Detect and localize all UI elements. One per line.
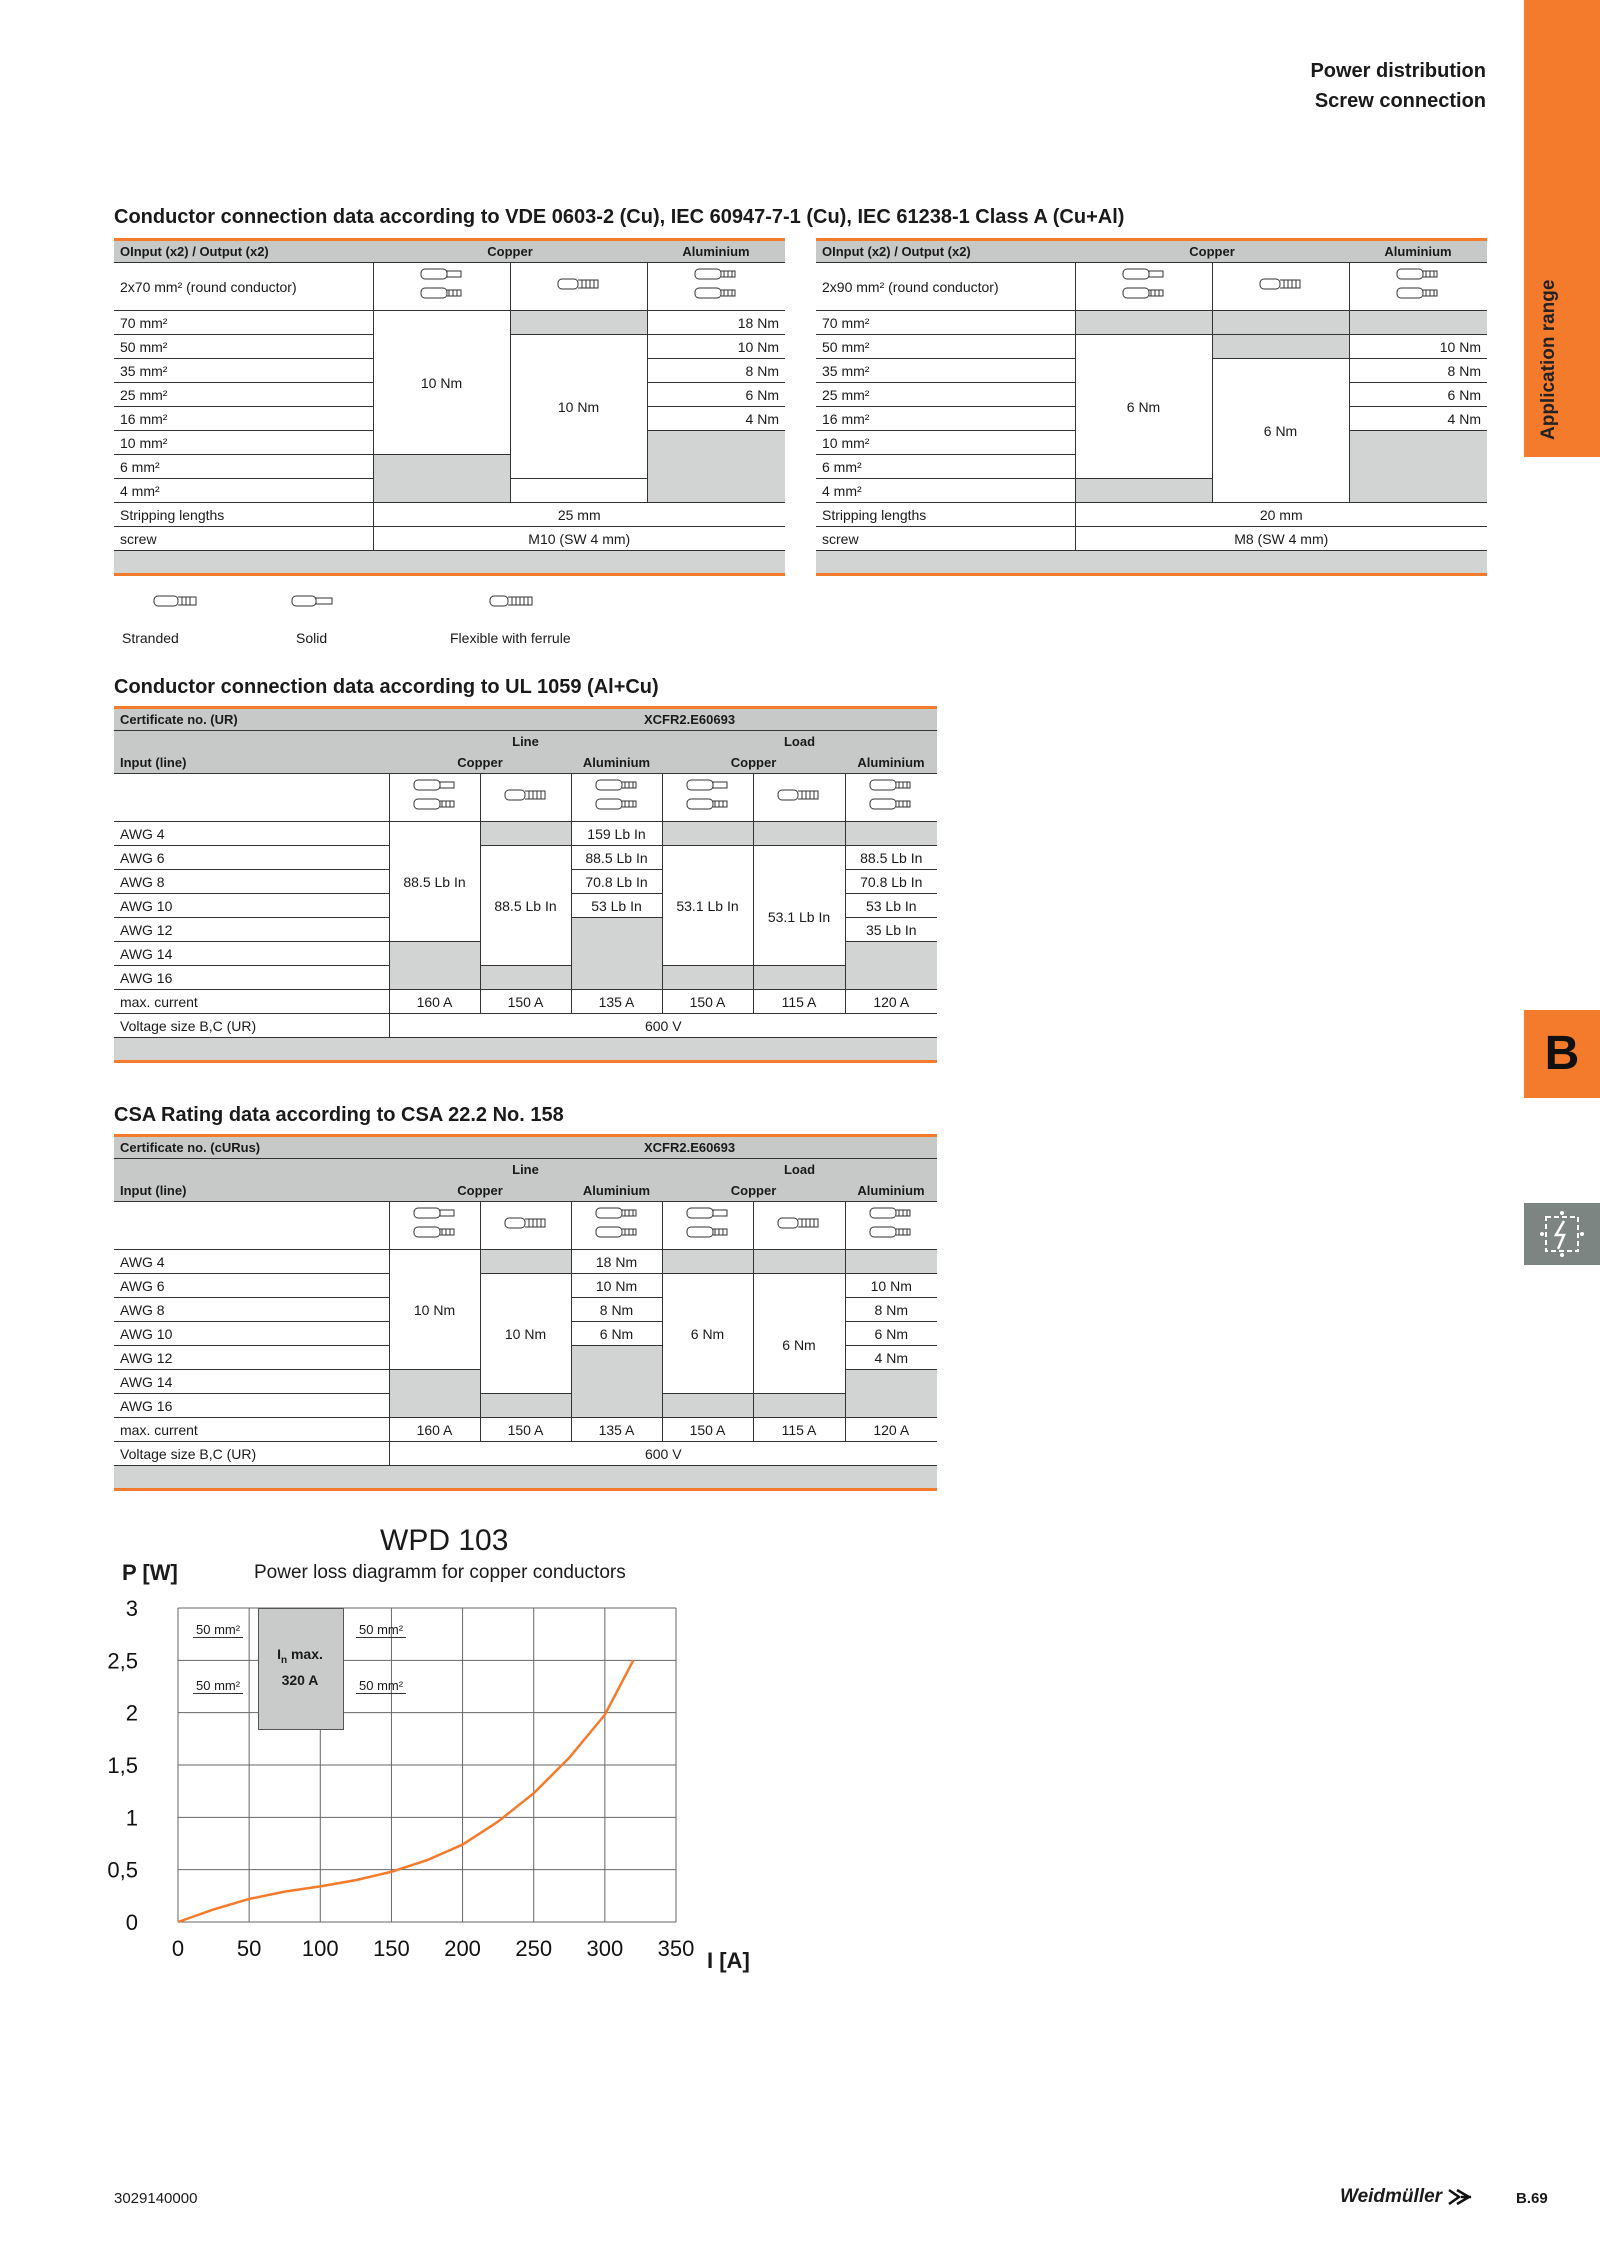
al-torque: 10 Nm	[647, 335, 785, 359]
load-copper-torque: 6 Nm	[662, 1274, 753, 1394]
line-al-torque: 8 Nm	[571, 1298, 662, 1322]
row-label: 6 mm²	[114, 455, 373, 479]
stripping-length: 20 mm	[1075, 503, 1487, 527]
stripping-label: Stripping lengths	[816, 503, 1075, 527]
current-value: 150 A	[480, 1418, 571, 1442]
ferrule-torque: 10 Nm	[510, 335, 647, 479]
load-al-torque: 70.8 Lb In	[845, 870, 937, 894]
row-label: 50 mm²	[816, 335, 1075, 359]
row-label: 4 mm²	[816, 479, 1075, 503]
inset-label: 50 mm²	[356, 1678, 406, 1694]
y-tick-label: 2	[125, 1700, 138, 1726]
empty-cell	[480, 966, 571, 990]
al-torque: 6 Nm	[647, 383, 785, 407]
empty-cell	[373, 455, 510, 503]
copper-label: Copper	[389, 752, 571, 774]
y-tick-label: 1,5	[107, 1753, 138, 1778]
row-label: AWG 16	[114, 1394, 389, 1418]
th-copper: Copper	[373, 240, 647, 263]
table-footer	[114, 1038, 937, 1062]
aluminium-icons	[1349, 263, 1487, 311]
conductor-icon	[412, 777, 458, 815]
empty-cell	[480, 822, 571, 846]
stranded-solid-icons	[373, 263, 510, 311]
conductor-icon-cell	[845, 1202, 937, 1250]
voltage-value: 600 V	[389, 1442, 937, 1466]
al-torque: 4 Nm	[647, 407, 785, 431]
load-al-torque: 8 Nm	[845, 1298, 937, 1322]
th-aluminium: Aluminium	[647, 240, 785, 263]
aluminium-label: Aluminium	[571, 1180, 662, 1202]
row-label: 70 mm²	[114, 311, 373, 335]
screw-label: screw	[114, 527, 373, 551]
al-torque: 10 Nm	[1349, 335, 1487, 359]
line-al-torque: 6 Nm	[571, 1322, 662, 1346]
application-range-label: Application range	[1538, 279, 1559, 440]
page-number: B.69	[1516, 2190, 1548, 2207]
load-label: Load	[662, 1159, 937, 1181]
current-value: 115 A	[753, 1418, 845, 1442]
ferrule-icon-cell	[510, 263, 647, 311]
empty-cell	[1075, 311, 1212, 335]
vde-title: Conductor connection data according to VDE 0603-2 (Cu), IEC 60947-7-1 (Cu), IEC 61238-1 Class A (Cu+Al)	[114, 206, 1125, 228]
ferrule-icon	[1258, 275, 1304, 295]
chart-xlabel: I [A]	[707, 1948, 750, 1973]
empty-cell	[114, 1159, 389, 1181]
current-label: max. current	[114, 990, 389, 1014]
load-copper-torque: 53.1 Lb In	[662, 846, 753, 966]
row-label: 10 mm²	[114, 431, 373, 455]
y-tick-label: 0,5	[107, 1857, 138, 1883]
stranded-icon	[152, 592, 200, 612]
conductor-icon	[412, 1205, 458, 1243]
power-distribution-icon	[1524, 1203, 1600, 1265]
load-al-torque: 4 Nm	[845, 1346, 937, 1370]
current-value: 150 A	[662, 1418, 753, 1442]
empty-cell	[510, 479, 647, 503]
row-label: AWG 10	[114, 894, 389, 918]
line-label: Line	[389, 1159, 662, 1181]
conductor-icon-cell	[662, 1202, 753, 1250]
current-value: 115 A	[753, 990, 845, 1014]
ferrule-icon	[556, 275, 602, 295]
chart-ylabel: P [W]	[122, 1560, 178, 1585]
cert-value: XCFR2.E60693	[644, 712, 736, 727]
empty-cell	[647, 431, 785, 503]
row-label: AWG 8	[114, 1298, 389, 1322]
conductor-icon	[868, 1205, 914, 1243]
row-label: 6 mm²	[816, 455, 1075, 479]
article-number: 3029140000	[114, 2190, 198, 2207]
ferrule-icon	[488, 592, 536, 612]
th-copper: Copper	[1075, 240, 1349, 263]
row-label: 16 mm²	[816, 407, 1075, 431]
row-label: 50 mm²	[114, 335, 373, 359]
empty-cell	[571, 918, 662, 990]
empty-cell	[1075, 479, 1212, 503]
x-tick-label: 150	[373, 1936, 410, 1961]
application-range-tab	[1524, 0, 1600, 457]
empty-cell	[389, 942, 480, 990]
row-label: AWG 10	[114, 1322, 389, 1346]
x-tick-label: 300	[586, 1936, 624, 1961]
copper-torque: 10 Nm	[373, 311, 510, 455]
empty-cell	[845, 822, 937, 846]
th-aluminium: Aluminium	[1349, 240, 1487, 263]
load-ferrule-torque: 53.1 Lb In	[753, 870, 845, 966]
brand-name: Weidmüller	[1340, 2186, 1443, 2207]
current-value: 160 A	[389, 990, 480, 1014]
x-tick-label: 0	[171, 1936, 185, 1961]
row-label: 70 mm²	[816, 311, 1075, 335]
screw-label: screw	[816, 527, 1075, 551]
section-letter: B	[1544, 1027, 1580, 1080]
x-tick-label: 50	[236, 1936, 262, 1961]
conductor-icon	[594, 777, 640, 815]
inset-i: I	[277, 1646, 281, 1662]
conductor-icon	[685, 1205, 731, 1243]
th-io: OInput (x2) / Output (x2)	[816, 240, 1075, 263]
cert-label: Certificate no. (UR)	[114, 708, 389, 731]
al-torque: 18 Nm	[647, 311, 785, 335]
chart-subtitle: Power loss diagramm for copper conductors	[254, 1562, 626, 1583]
row-label: AWG 16	[114, 966, 389, 990]
al-torque: 6 Nm	[1349, 383, 1487, 407]
inset-sub: n	[280, 1654, 288, 1666]
empty-cell	[845, 1370, 937, 1418]
stripping-label: Stripping lengths	[114, 503, 373, 527]
x-tick-label: 350	[657, 1936, 695, 1961]
empty-cell	[1212, 335, 1349, 359]
voltage-label: Voltage size B,C (UR)	[114, 1014, 389, 1038]
empty-cell	[571, 1346, 662, 1418]
load-label: Load	[662, 731, 937, 753]
current-value: 135 A	[571, 990, 662, 1014]
table-footer	[114, 551, 785, 575]
vde-right-table	[816, 238, 1487, 576]
line-al-torque: 18 Nm	[571, 1250, 662, 1274]
row-label: AWG 6	[114, 846, 389, 870]
x-tick-label: 100	[301, 1936, 339, 1961]
conductor-icon	[594, 1205, 640, 1243]
inset-label: 50 mm²	[193, 1678, 243, 1694]
empty-cell	[662, 966, 753, 990]
row-label: 25 mm²	[114, 383, 373, 407]
aluminium-label: Aluminium	[845, 1180, 937, 1202]
row-label: 35 mm²	[816, 359, 1075, 383]
line-al-torque: 88.5 Lb In	[571, 846, 662, 870]
load-al-torque: 53 Lb In	[845, 894, 937, 918]
inset-value: 320 A	[281, 1671, 319, 1688]
empty-cell	[114, 1202, 389, 1250]
cert-number	[389, 1136, 937, 1159]
inset-label: 50 mm²	[193, 1622, 243, 1638]
aluminium-label: Aluminium	[571, 752, 662, 774]
brand-logo	[1340, 2186, 1473, 2208]
conductor-icon-cell	[662, 774, 753, 822]
load-al-torque: 88.5 Lb In	[845, 846, 937, 870]
current-label: max. current	[114, 1418, 389, 1442]
current-value: 160 A	[389, 1418, 480, 1442]
stranded-solid-icons	[1075, 263, 1212, 311]
legend-ferrule: Flexible with ferrule	[450, 630, 571, 646]
current-value: 120 A	[845, 1418, 937, 1442]
empty-cell	[480, 1250, 571, 1274]
empty-cell	[1349, 311, 1487, 335]
copper-torque: 6 Nm	[1075, 335, 1212, 479]
load-ferrule-torque: 6 Nm	[753, 1298, 845, 1394]
line-ferrule-torque: 10 Nm	[480, 1274, 571, 1394]
ferrule-icon-cell	[753, 774, 845, 822]
row-label: 10 mm²	[816, 431, 1075, 455]
legend-solid: Solid	[296, 630, 328, 646]
conductor-icon	[419, 266, 465, 304]
table-footer	[114, 1466, 937, 1490]
inset-max: max.	[287, 1646, 323, 1662]
page-header	[1310, 56, 1486, 116]
voltage-value: 600 V	[389, 1014, 937, 1038]
al-torque: 8 Nm	[1349, 359, 1487, 383]
row-label: 4 mm²	[114, 479, 373, 503]
y-tick-label: 2,5	[107, 1648, 138, 1674]
empty-cell	[114, 731, 389, 753]
empty-cell	[389, 1370, 480, 1418]
row-label: 25 mm²	[816, 383, 1075, 407]
conductor-icon	[685, 777, 731, 815]
copper-label: Copper	[662, 1180, 845, 1202]
ferrule-icon-cell	[1212, 263, 1349, 311]
conductor-icon	[1395, 266, 1441, 304]
inset-label: 50 mm²	[356, 1622, 406, 1638]
screw-value: M10 (SW 4 mm)	[373, 527, 785, 551]
empty-cell	[480, 1394, 571, 1418]
empty-cell	[753, 966, 845, 990]
conductor-icon-cell	[389, 774, 480, 822]
header-line2: Screw connection	[1314, 90, 1486, 112]
csa-table	[114, 1134, 937, 1491]
ferrule-icon-cell	[753, 1202, 845, 1250]
empty-cell	[845, 1250, 937, 1274]
empty-cell	[662, 822, 753, 846]
voltage-label: Voltage size B,C (UR)	[114, 1442, 389, 1466]
empty-cell	[510, 311, 647, 335]
current-value: 120 A	[845, 990, 937, 1014]
line-al-torque: 53 Lb In	[571, 894, 662, 918]
empty-cell	[662, 1250, 753, 1274]
x-tick-label: 200	[444, 1936, 481, 1961]
ul-title: Conductor connection data according to UL 1059 (Al+Cu)	[114, 676, 659, 698]
input-label: Input (line)	[114, 752, 389, 774]
empty-cell	[753, 1394, 845, 1418]
y-tick-label: 1	[125, 1805, 138, 1831]
row-label: AWG 14	[114, 942, 389, 966]
current-value: 150 A	[662, 990, 753, 1014]
copper-label: Copper	[662, 752, 845, 774]
table-footer	[816, 551, 1487, 575]
vde-left-table	[114, 238, 785, 576]
power-loss-chart	[100, 1590, 700, 1970]
line-al-torque: 70.8 Lb In	[571, 870, 662, 894]
ferrule-icon	[503, 786, 549, 806]
line-label: Line	[389, 731, 662, 753]
line-ferrule-torque: 88.5 Lb In	[480, 846, 571, 966]
input-label: Input (line)	[114, 1180, 389, 1202]
conductor-icon	[693, 266, 739, 304]
th-io: OInput (x2) / Output (x2)	[114, 240, 373, 263]
conductor-size: 2x70 mm² (round conductor)	[114, 263, 373, 311]
load-al-torque: 6 Nm	[845, 1322, 937, 1346]
line-al-torque: 10 Nm	[571, 1274, 662, 1298]
empty-cell	[753, 822, 845, 846]
load-al-torque: 10 Nm	[845, 1274, 937, 1298]
series-line	[178, 1660, 633, 1922]
conductor-icon-cell	[571, 774, 662, 822]
solid-icon	[290, 592, 338, 612]
cert-label: Certificate no. (cURus)	[114, 1136, 389, 1159]
ferrule-icon-cell	[480, 774, 571, 822]
row-label: 16 mm²	[114, 407, 373, 431]
cert-value: XCFR2.E60693	[644, 1140, 736, 1155]
row-label: AWG 4	[114, 822, 389, 846]
al-torque: 8 Nm	[647, 359, 785, 383]
empty-cell	[1349, 431, 1487, 503]
empty-cell	[662, 1394, 753, 1418]
screw-value: M8 (SW 4 mm)	[1075, 527, 1487, 551]
cert-number	[389, 708, 937, 731]
line-al-torque: 159 Lb In	[571, 822, 662, 846]
load-al-torque: 35 Lb In	[845, 918, 937, 942]
current-value: 150 A	[480, 990, 571, 1014]
chart-title: WPD 103	[380, 1524, 509, 1557]
aluminium-icons	[647, 263, 785, 311]
copper-label: Copper	[389, 1180, 571, 1202]
conductor-icon	[868, 777, 914, 815]
ferrule-icon-cell	[480, 1202, 571, 1250]
x-tick-label: 250	[515, 1936, 553, 1961]
row-label: AWG 14	[114, 1370, 389, 1394]
y-tick-label: 0	[125, 1910, 138, 1935]
legend-stranded: Stranded	[122, 630, 179, 646]
row-label: AWG 6	[114, 1274, 389, 1298]
aluminium-label: Aluminium	[845, 752, 937, 774]
line-copper-torque: 10 Nm	[389, 1250, 480, 1370]
conductor-icon-cell	[571, 1202, 662, 1250]
line-copper-torque: 88.5 Lb In	[389, 822, 480, 942]
stripping-length: 25 mm	[373, 503, 785, 527]
ferrule-torque: 6 Nm	[1212, 359, 1349, 503]
empty-cell	[114, 774, 389, 822]
conductor-icon-cell	[845, 774, 937, 822]
brand-icon	[1447, 2188, 1473, 2206]
row-label: AWG 8	[114, 870, 389, 894]
conductor-size: 2x90 mm² (round conductor)	[816, 263, 1075, 311]
ul-table	[114, 706, 937, 1063]
csa-title: CSA Rating data according to CSA 22.2 No. 158	[114, 1104, 564, 1126]
empty-cell	[845, 942, 937, 990]
row-label: AWG 12	[114, 1346, 389, 1370]
al-torque: 4 Nm	[1349, 407, 1487, 431]
ferrule-icon	[776, 1214, 822, 1234]
section-b-tab	[1524, 1010, 1600, 1098]
current-value: 135 A	[571, 1418, 662, 1442]
row-label: AWG 12	[114, 918, 389, 942]
inset-rated-current	[258, 1646, 342, 1688]
conductor-icon	[1121, 266, 1167, 304]
empty-cell	[753, 846, 845, 870]
header-line1: Power distribution	[1310, 60, 1486, 82]
empty-cell	[1212, 311, 1349, 335]
row-label: 35 mm²	[114, 359, 373, 383]
conductor-icon-cell	[389, 1202, 480, 1250]
row-label: AWG 4	[114, 1250, 389, 1274]
ferrule-icon	[503, 1214, 549, 1234]
empty-cell	[753, 1250, 845, 1274]
ferrule-icon	[776, 786, 822, 806]
empty-cell	[753, 1274, 845, 1298]
y-tick-label: 3	[125, 1596, 138, 1621]
